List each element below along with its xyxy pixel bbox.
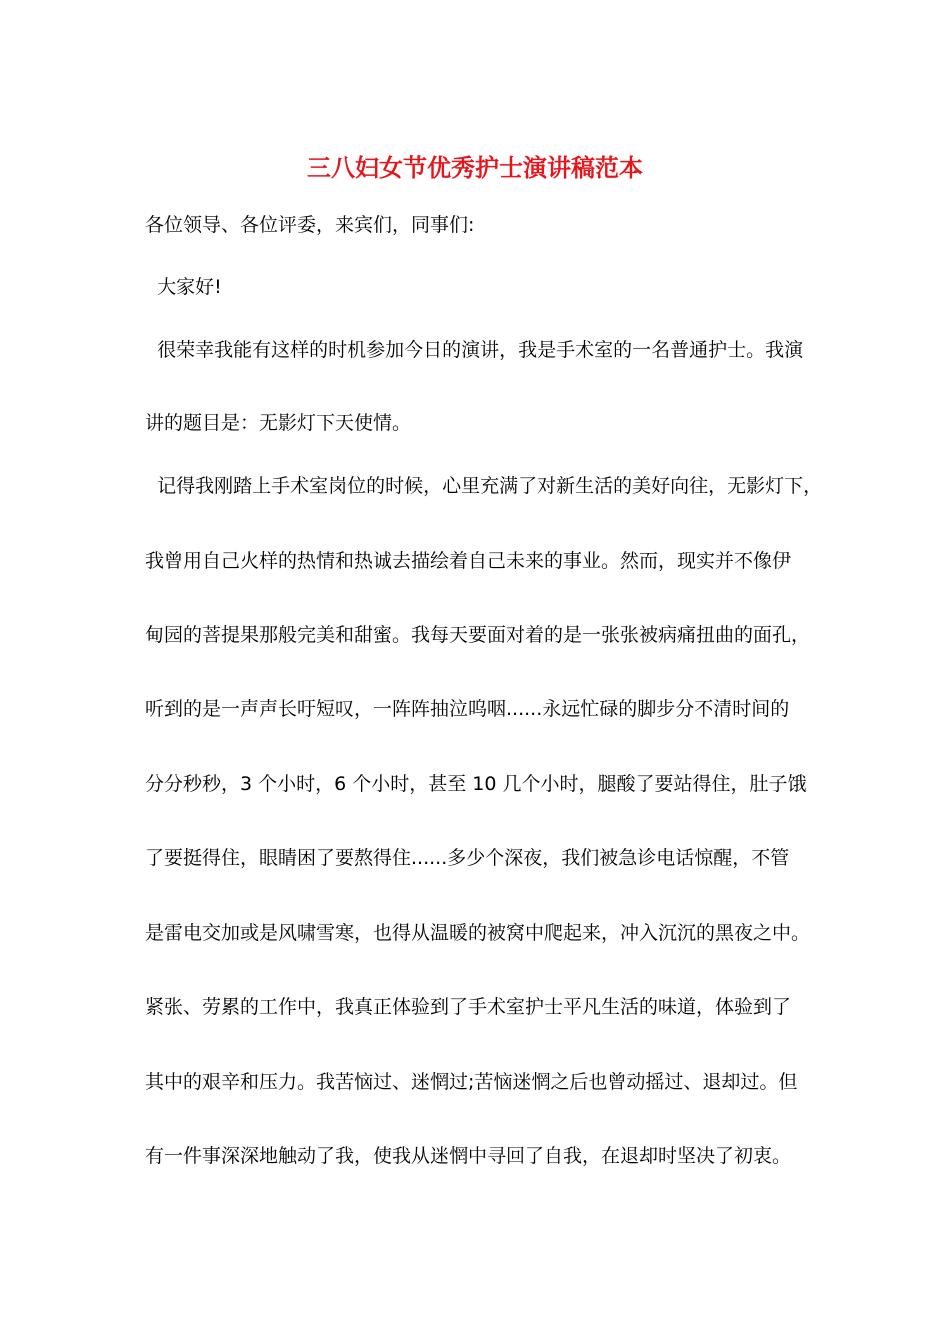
document-title: 三八妇女节优秀护士演讲稿范本 xyxy=(307,153,643,182)
body-line: 了要挺得住，眼睛困了要熬得住......多少个深夜，我们被急诊电话惊醒，不管 xyxy=(145,847,790,869)
body-line: 甸园的菩提果那般完美和甜蜜。我每天要面对着的是一张张被病痛扭曲的面孔， xyxy=(145,624,811,646)
body-line: 听到的是一声声长吁短叹，一阵阵抽泣呜咽......永远忙碌的脚步分不清时间的 xyxy=(145,698,790,720)
body-line: 紧张、劳累的工作中，我真正体验到了手术室护士平凡生活的味道，体验到了 xyxy=(145,996,792,1018)
salutation-line: 各位领导、各位评委，来宾们，同事们: xyxy=(145,214,475,236)
body-line: 有一件事深深地触动了我，使我从迷惘中寻回了自我，在退却时坚决了初衷。 xyxy=(145,1145,792,1167)
body-line: 是雷电交加或是风啸雪寒，也得从温暖的被窝中爬起来，冲入沉沉的黑夜之中。 xyxy=(145,922,811,944)
body-line: 分分秒秒，3 个小时，6 个小时，甚至 10 几个小时，腿酸了要站得住，肚子饿 xyxy=(145,773,807,795)
body-line: 我曾用自己火样的热情和热诚去描绘着自己未来的事业。然而，现实并不像伊 xyxy=(145,550,792,572)
body-line: 记得我刚踏上手术室岗位的时候，心里充满了对新生活的美好向往，无影灯下， xyxy=(145,475,823,497)
body-line: 很荣幸我能有这样的时机参加今日的演讲，我是手术室的一名普通护士。我演 xyxy=(145,339,804,361)
body-line: 讲的题目是：无影灯下天使情。 xyxy=(145,412,412,434)
body-line: 其中的艰辛和压力。我苦恼过、迷惘过;苦恼迷惘之后也曾动摇过、退却过。但 xyxy=(145,1071,798,1093)
greeting-line: 大家好! xyxy=(145,276,222,298)
